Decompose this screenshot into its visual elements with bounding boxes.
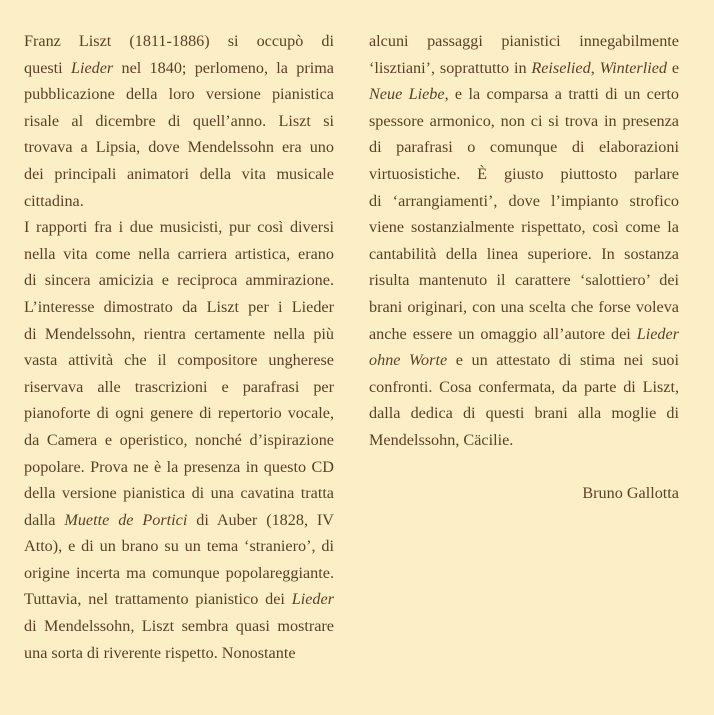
text-line xyxy=(24,28,334,55)
text-run: Mendelssohn, Cäcilie. xyxy=(369,430,514,449)
text-line xyxy=(24,134,334,161)
text-line xyxy=(369,28,679,55)
text-line xyxy=(24,188,334,215)
text-line xyxy=(24,533,334,560)
text-run: vasta attività che il compositore ungherese xyxy=(24,351,334,370)
text-line xyxy=(24,454,334,481)
text-run: e xyxy=(667,58,680,77)
text-line xyxy=(369,81,679,108)
text-run: trovava a Lipsia, dove Mendelssohn era uno xyxy=(24,138,334,157)
text-line xyxy=(24,214,334,241)
text-line xyxy=(369,374,679,401)
right-text-column xyxy=(369,28,679,507)
italic-title: Lieder xyxy=(291,590,334,609)
text-run: questi xyxy=(24,58,71,77)
text-line xyxy=(369,267,679,294)
text-run: cittadina. xyxy=(24,191,84,210)
text-line xyxy=(24,507,334,534)
text-line xyxy=(369,400,679,427)
text-line xyxy=(369,108,679,135)
text-run: di Mendelssohn, Liszt sembra quasi mostrare xyxy=(24,617,334,636)
text-line xyxy=(369,241,679,268)
text-run: di Auber (1828, IV xyxy=(187,510,334,529)
text-run: della versione pianistica di una cavatina tratta xyxy=(24,484,334,503)
text-run: dalla xyxy=(24,510,65,529)
text-line xyxy=(369,134,679,161)
text-run: cantabilità della linea superiore. In sostanza xyxy=(369,244,679,263)
text-line xyxy=(369,55,679,82)
text-run: confronti. Cosa confermata, da parte di Liszt, xyxy=(369,377,679,396)
text-run: risale al dicembre di quell’anno. Liszt si xyxy=(24,111,334,130)
text-run: di Mendelssohn, rientra certamente nella più xyxy=(24,324,334,343)
text-line xyxy=(24,294,334,321)
left-text-column xyxy=(24,28,334,666)
text-run: , e la comparsa a tratti di un certo xyxy=(444,85,679,104)
text-run: , xyxy=(590,58,600,77)
text-run: brani originari, con una scelta che forse voleva xyxy=(369,297,679,316)
italic-title: Neue Liebe xyxy=(369,85,445,104)
text-run: nel 1840; perlomeno, la prima xyxy=(113,58,334,77)
text-line xyxy=(24,321,334,348)
italic-title: Winterlied xyxy=(599,58,667,77)
text-line xyxy=(24,480,334,507)
text-run: L’interesse dimostrato da Liszt per i Lieder xyxy=(24,297,334,316)
text-line xyxy=(24,560,334,587)
text-run: virtuosistiche. È giusto piuttosto parlare xyxy=(369,164,679,183)
text-run: alcuni passaggi pianistici innegabilmente xyxy=(369,32,679,50)
text-line xyxy=(24,161,334,188)
text-run: Tuttavia, nel trattamento pianistico dei xyxy=(24,590,292,609)
text-line xyxy=(24,108,334,135)
text-run: Franz Liszt (1811-1886) si occupò di xyxy=(24,32,334,50)
text-run: viene sostanzialmente rispettato, così come la xyxy=(369,218,679,237)
italic-title: Reiselied xyxy=(531,58,591,77)
paragraph-spacer xyxy=(369,454,679,481)
text-run: anche essere un omaggio all’autore dei xyxy=(369,324,637,343)
text-line xyxy=(369,427,679,454)
text-run: Atto), e di un brano su un tema ‘straniero’, di xyxy=(24,537,334,556)
text-run: e un attestato di stima nei suoi xyxy=(447,351,680,370)
text-line xyxy=(24,347,334,374)
text-line xyxy=(369,347,679,374)
text-run: risulta mantenuto il carattere ‘salottiero’ dei xyxy=(369,271,679,290)
text-run: di ‘arrangiamenti’, dove l’impianto strofico xyxy=(369,191,679,210)
text-run: riservava alle trascrizioni e parafrasi per xyxy=(24,377,334,396)
text-run: da Camera e operistico, nonché d’ispirazione xyxy=(24,430,334,449)
text-run: dalla dedica di questi brani alla moglie di xyxy=(369,404,679,423)
text-run: ‘lisztiani’, soprattutto in xyxy=(369,58,532,77)
text-run: pianoforte di ogni genere di repertorio vocale, xyxy=(24,404,334,423)
italic-title: Lieder xyxy=(70,58,114,77)
text-run: una sorta di riverente rispetto. Nonostante xyxy=(24,643,296,662)
text-run: di parafrasi o comunque di elaborazioni xyxy=(369,138,679,157)
text-run: popolare. Prova ne è la presenza in questo CD xyxy=(24,457,334,476)
text-line xyxy=(24,241,334,268)
text-line xyxy=(369,321,679,348)
text-line xyxy=(24,427,334,454)
text-run: nella vita come nella carriera artistica, erano xyxy=(24,244,334,263)
text-line xyxy=(369,161,679,188)
text-line xyxy=(24,586,334,613)
text-run: pubblicazione della loro versione pianistica xyxy=(24,85,334,104)
author-signature: Bruno Gallotta xyxy=(582,484,679,503)
text-line xyxy=(24,400,334,427)
text-run: origine incerta ma comunque popolareggiante. xyxy=(24,563,334,582)
text-line xyxy=(24,267,334,294)
text-line xyxy=(24,55,334,82)
text-run: I rapporti fra i due musicisti, pur così diversi xyxy=(24,218,334,237)
text-run: dei principali animatori della vita musicale xyxy=(24,164,334,183)
italic-title: Lieder xyxy=(636,324,679,343)
text-run: spessore armonico, non ci si trova in presenza xyxy=(369,111,679,130)
text-line xyxy=(24,640,334,667)
text-line xyxy=(24,613,334,640)
italic-title: ohne Worte xyxy=(369,351,448,370)
text-line xyxy=(24,374,334,401)
text-line xyxy=(369,214,679,241)
text-line xyxy=(24,81,334,108)
text-line xyxy=(369,188,679,215)
italic-title: Muette de Portici xyxy=(64,510,188,529)
text-run: di sincera amicizia e reciproca ammirazione. xyxy=(24,271,334,290)
text-line xyxy=(369,294,679,321)
